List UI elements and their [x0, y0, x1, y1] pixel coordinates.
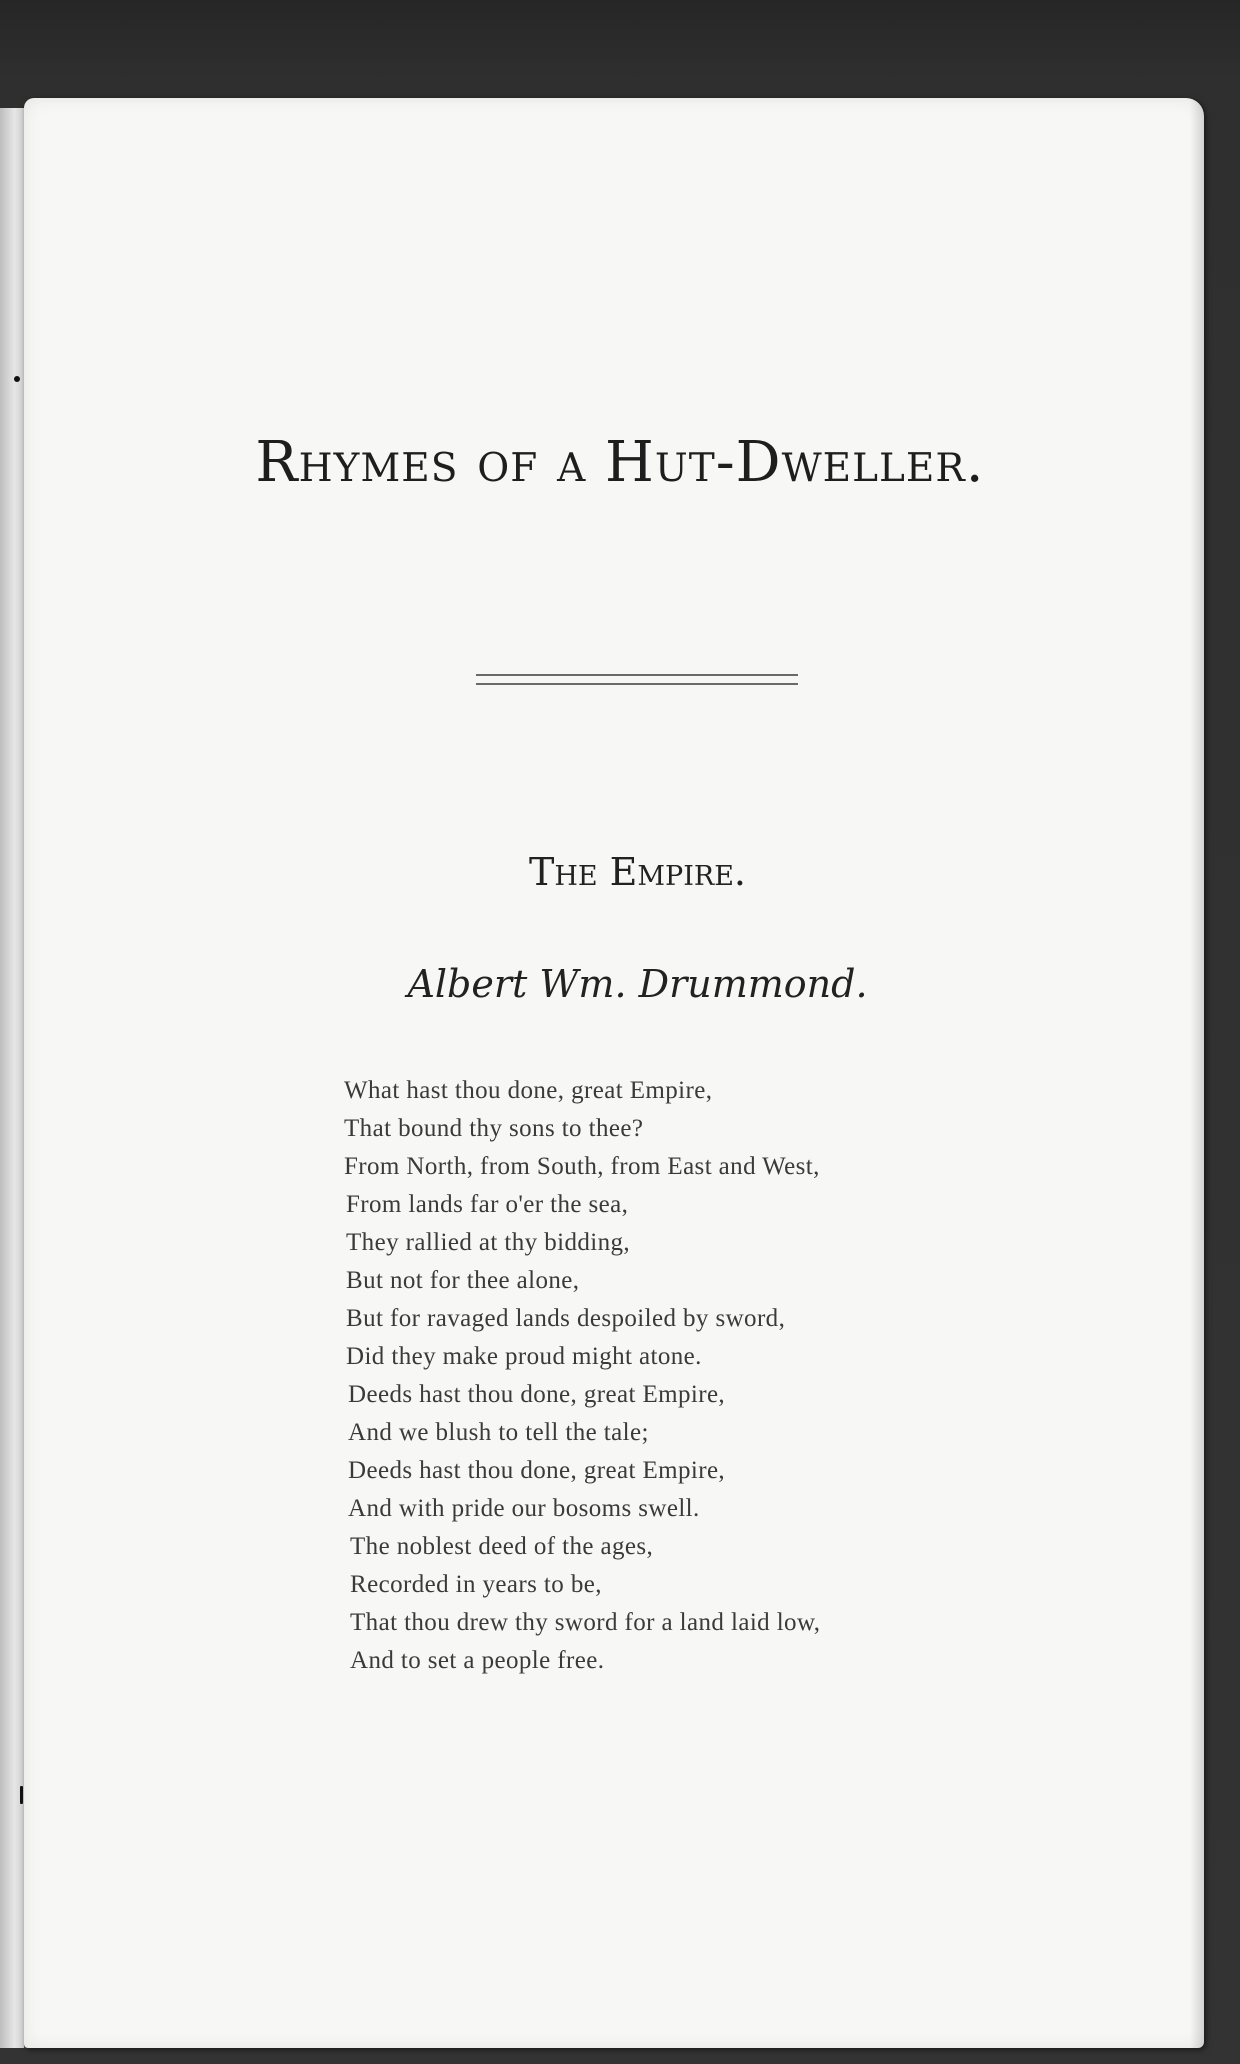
verse-line: Did they make proud might atone.	[346, 1343, 702, 1370]
verse-line: And we blush to tell the tale;	[348, 1419, 649, 1446]
poem-verse	[344, 1072, 964, 1680]
verse-line: What hast thou done, great Empire,	[344, 1077, 713, 1104]
verse-line: Recorded in years to be,	[350, 1571, 602, 1598]
verse-line: And with pride our bosoms swell.	[348, 1495, 700, 1522]
verse-line: But not for thee alone,	[346, 1267, 580, 1294]
scan-speck	[14, 376, 20, 382]
facing-page-edge	[0, 108, 26, 2048]
page-edge-shadow	[1190, 98, 1204, 2048]
poem-author: Albert Wm. Drummond.	[407, 962, 868, 1006]
verse-line: And to set a people free.	[350, 1647, 605, 1674]
verse-line: They rallied at thy bidding,	[346, 1229, 631, 1256]
verse-line: From North, from South, from East and West,	[344, 1153, 820, 1180]
book-title: Rhymes of a Hut-Dweller.	[255, 430, 985, 495]
verse-line: That bound thy sons to thee?	[344, 1115, 644, 1142]
poem-title: The Empire.	[528, 850, 746, 894]
double-rule-divider	[476, 674, 798, 685]
verse-line: The noblest deed of the ages,	[350, 1533, 654, 1560]
verse-line: That thou drew thy sword for a land laid low,	[350, 1609, 821, 1636]
verse-line: From lands far o'er the sea,	[346, 1191, 629, 1218]
verse-line: But for ravaged lands despoiled by sword,	[346, 1305, 786, 1332]
scan-speck	[20, 1786, 23, 1804]
verse-line: Deeds hast thou done, great Empire,	[348, 1381, 726, 1408]
verse-line: Deeds hast thou done, great Empire,	[348, 1457, 726, 1484]
